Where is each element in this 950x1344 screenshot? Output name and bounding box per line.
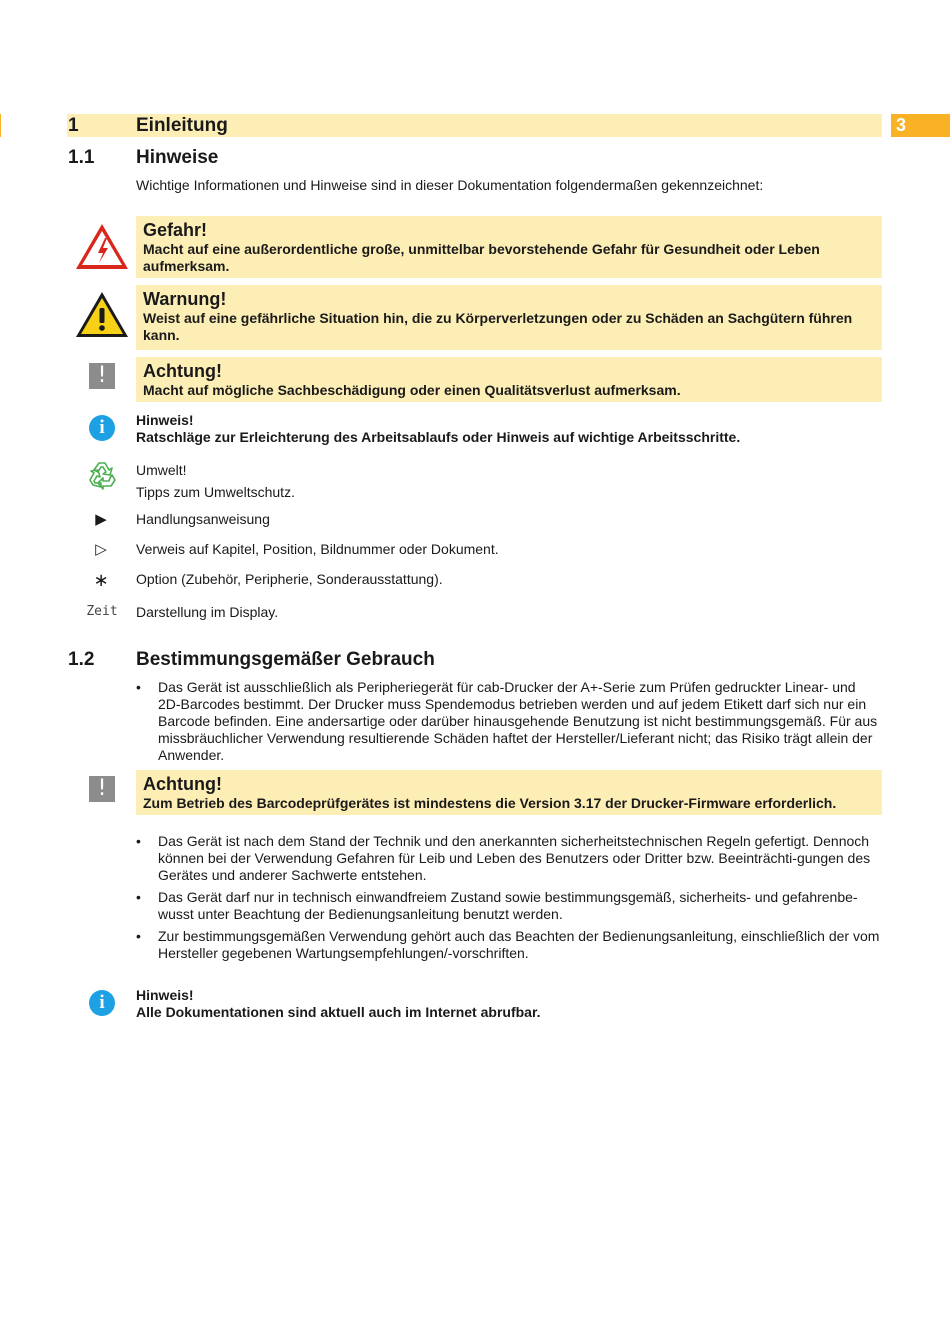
list-item: • Das Gerät ist nach dem Stand der Technik und den anerkannten sicherheitstechnischen Regeln gefertigt. Dennoch können bei der Verwendung Gefahren für Leib und Leben des Benutzers oder Dritter bzw. Beeinträchti-gungen des Gerätes und anderer Sachwerte entstehen.	[136, 833, 882, 884]
info-icon: i	[89, 990, 115, 1016]
note-block	[136, 412, 882, 446]
section-intro: Wichtige Informationen und Hinweise sind in dieser Dokumentation folgendermaßen gekennzeichnet:	[136, 177, 764, 193]
warning-triangle-icon	[74, 290, 130, 340]
symbol-text-action: Handlungsanweisung	[136, 511, 270, 527]
note-title: Hinweis!	[136, 412, 194, 428]
note-text-2: Alle Dokumentationen sind aktuell auch im Internet abrufbar.	[136, 1004, 541, 1020]
chapter-title: Einleitung	[136, 115, 228, 136]
electrical-hazard-icon	[74, 222, 130, 272]
warning-title: Warnung!	[143, 289, 227, 309]
environment-text: Tipps zum Umweltschutz.	[136, 484, 295, 500]
danger-text: Macht auf eine außerordentliche große, unmittelbar bevorstehende Gefahr für Gesundheit oder Leben aufmerksam.	[143, 241, 820, 274]
exclamation-square-icon: !	[89, 363, 115, 389]
list-item: • Das Gerät darf nur in technisch einwandfreiem Zustand sowie bestimmungsgemäß, sicherheits- und gefahrenbe-wusst unter Beachtung der Bedienungsanleitung benutzt werden.	[136, 889, 882, 923]
danger-box	[136, 216, 882, 278]
section-number-2: 1.2	[68, 649, 95, 670]
page-edge-marker	[0, 114, 1, 137]
section-title: Hinweise	[136, 147, 219, 168]
caution-text-2: Zum Betrieb des Barcodeprüfgerätes ist mindestens die Version 3.17 der Drucker-Firmware erforderlich.	[143, 795, 837, 811]
warning-text: Weist auf eine gefährliche Situation hin, die zu Körperverletzungen oder zu Schäden an Sachgütern führen kann.	[143, 310, 853, 343]
danger-title: Gefahr!	[143, 220, 208, 240]
page-number-tab: 3	[891, 114, 950, 137]
caution-title: Achtung!	[143, 361, 222, 381]
symbol-text-reference: Verweis auf Kapitel, Position, Bildnummer oder Dokument.	[136, 541, 499, 557]
environment-block	[136, 459, 882, 503]
usage-list-b	[136, 833, 882, 967]
warning-box	[136, 285, 882, 350]
recycling-icon	[86, 459, 118, 491]
note-title-2: Hinweis!	[136, 987, 194, 1003]
symbol-text-display: Darstellung im Display.	[136, 604, 279, 620]
caution-text: Macht auf mögliche Sachbeschädigung oder einen Qualitätsverlust aufmerksam.	[143, 382, 681, 398]
usage-list-a	[136, 679, 882, 769]
chapter-number: 1	[68, 115, 79, 136]
info-icon: i	[89, 415, 115, 441]
exclamation-square-icon: !	[89, 776, 115, 802]
caution-title-2: Achtung!	[143, 774, 222, 794]
section-number: 1.1	[68, 147, 95, 168]
display-text-sample: Zeit	[86, 604, 118, 619]
option-asterisk-icon: ∗	[93, 570, 109, 590]
reference-arrow-icon: ▷	[95, 541, 107, 558]
list-item: • Das Gerät ist ausschließlich als Peripheriegerät für cab-Drucker der A+-Serie zum Prüfen gedruckter Linear- und 2D-Barcodes bestimmt. Der Drucker muss Spendemodus betrieben werden und auf jedem Etikett darf sich nur ein Barcode befinden. Eine andersartige oder darüber hinausgehende Benutzung ist nicht bestimmungsgemäß. Für aus missbräuchlicher Verwendung resultierende Schäden haftet der Hersteller/Lieferant nicht; das Risiko trägt allein der Anwender.	[136, 679, 882, 764]
action-arrow-icon: ▶	[95, 511, 107, 528]
caution-box	[136, 357, 882, 402]
note-block-2	[136, 987, 882, 1021]
symbol-text-option: Option (Zubehör, Peripherie, Sonderausstattung).	[136, 571, 443, 587]
caution-box-2	[136, 770, 882, 815]
list-item: • Zur bestimmungsgemäßen Verwendung gehört auch das Beachten der Bedienungsanleitung, einschließlich der vom Hersteller gegebenen Wartungsempfehlungen/-vorschriften.	[136, 928, 882, 962]
section-title-2: Bestimmungsgemäßer Gebrauch	[136, 649, 435, 670]
note-text: Ratschläge zur Erleichterung des Arbeitsablaufs oder Hinweis auf wichtige Arbeitsschritte.	[136, 429, 741, 445]
environment-title: Umwelt!	[136, 462, 187, 478]
